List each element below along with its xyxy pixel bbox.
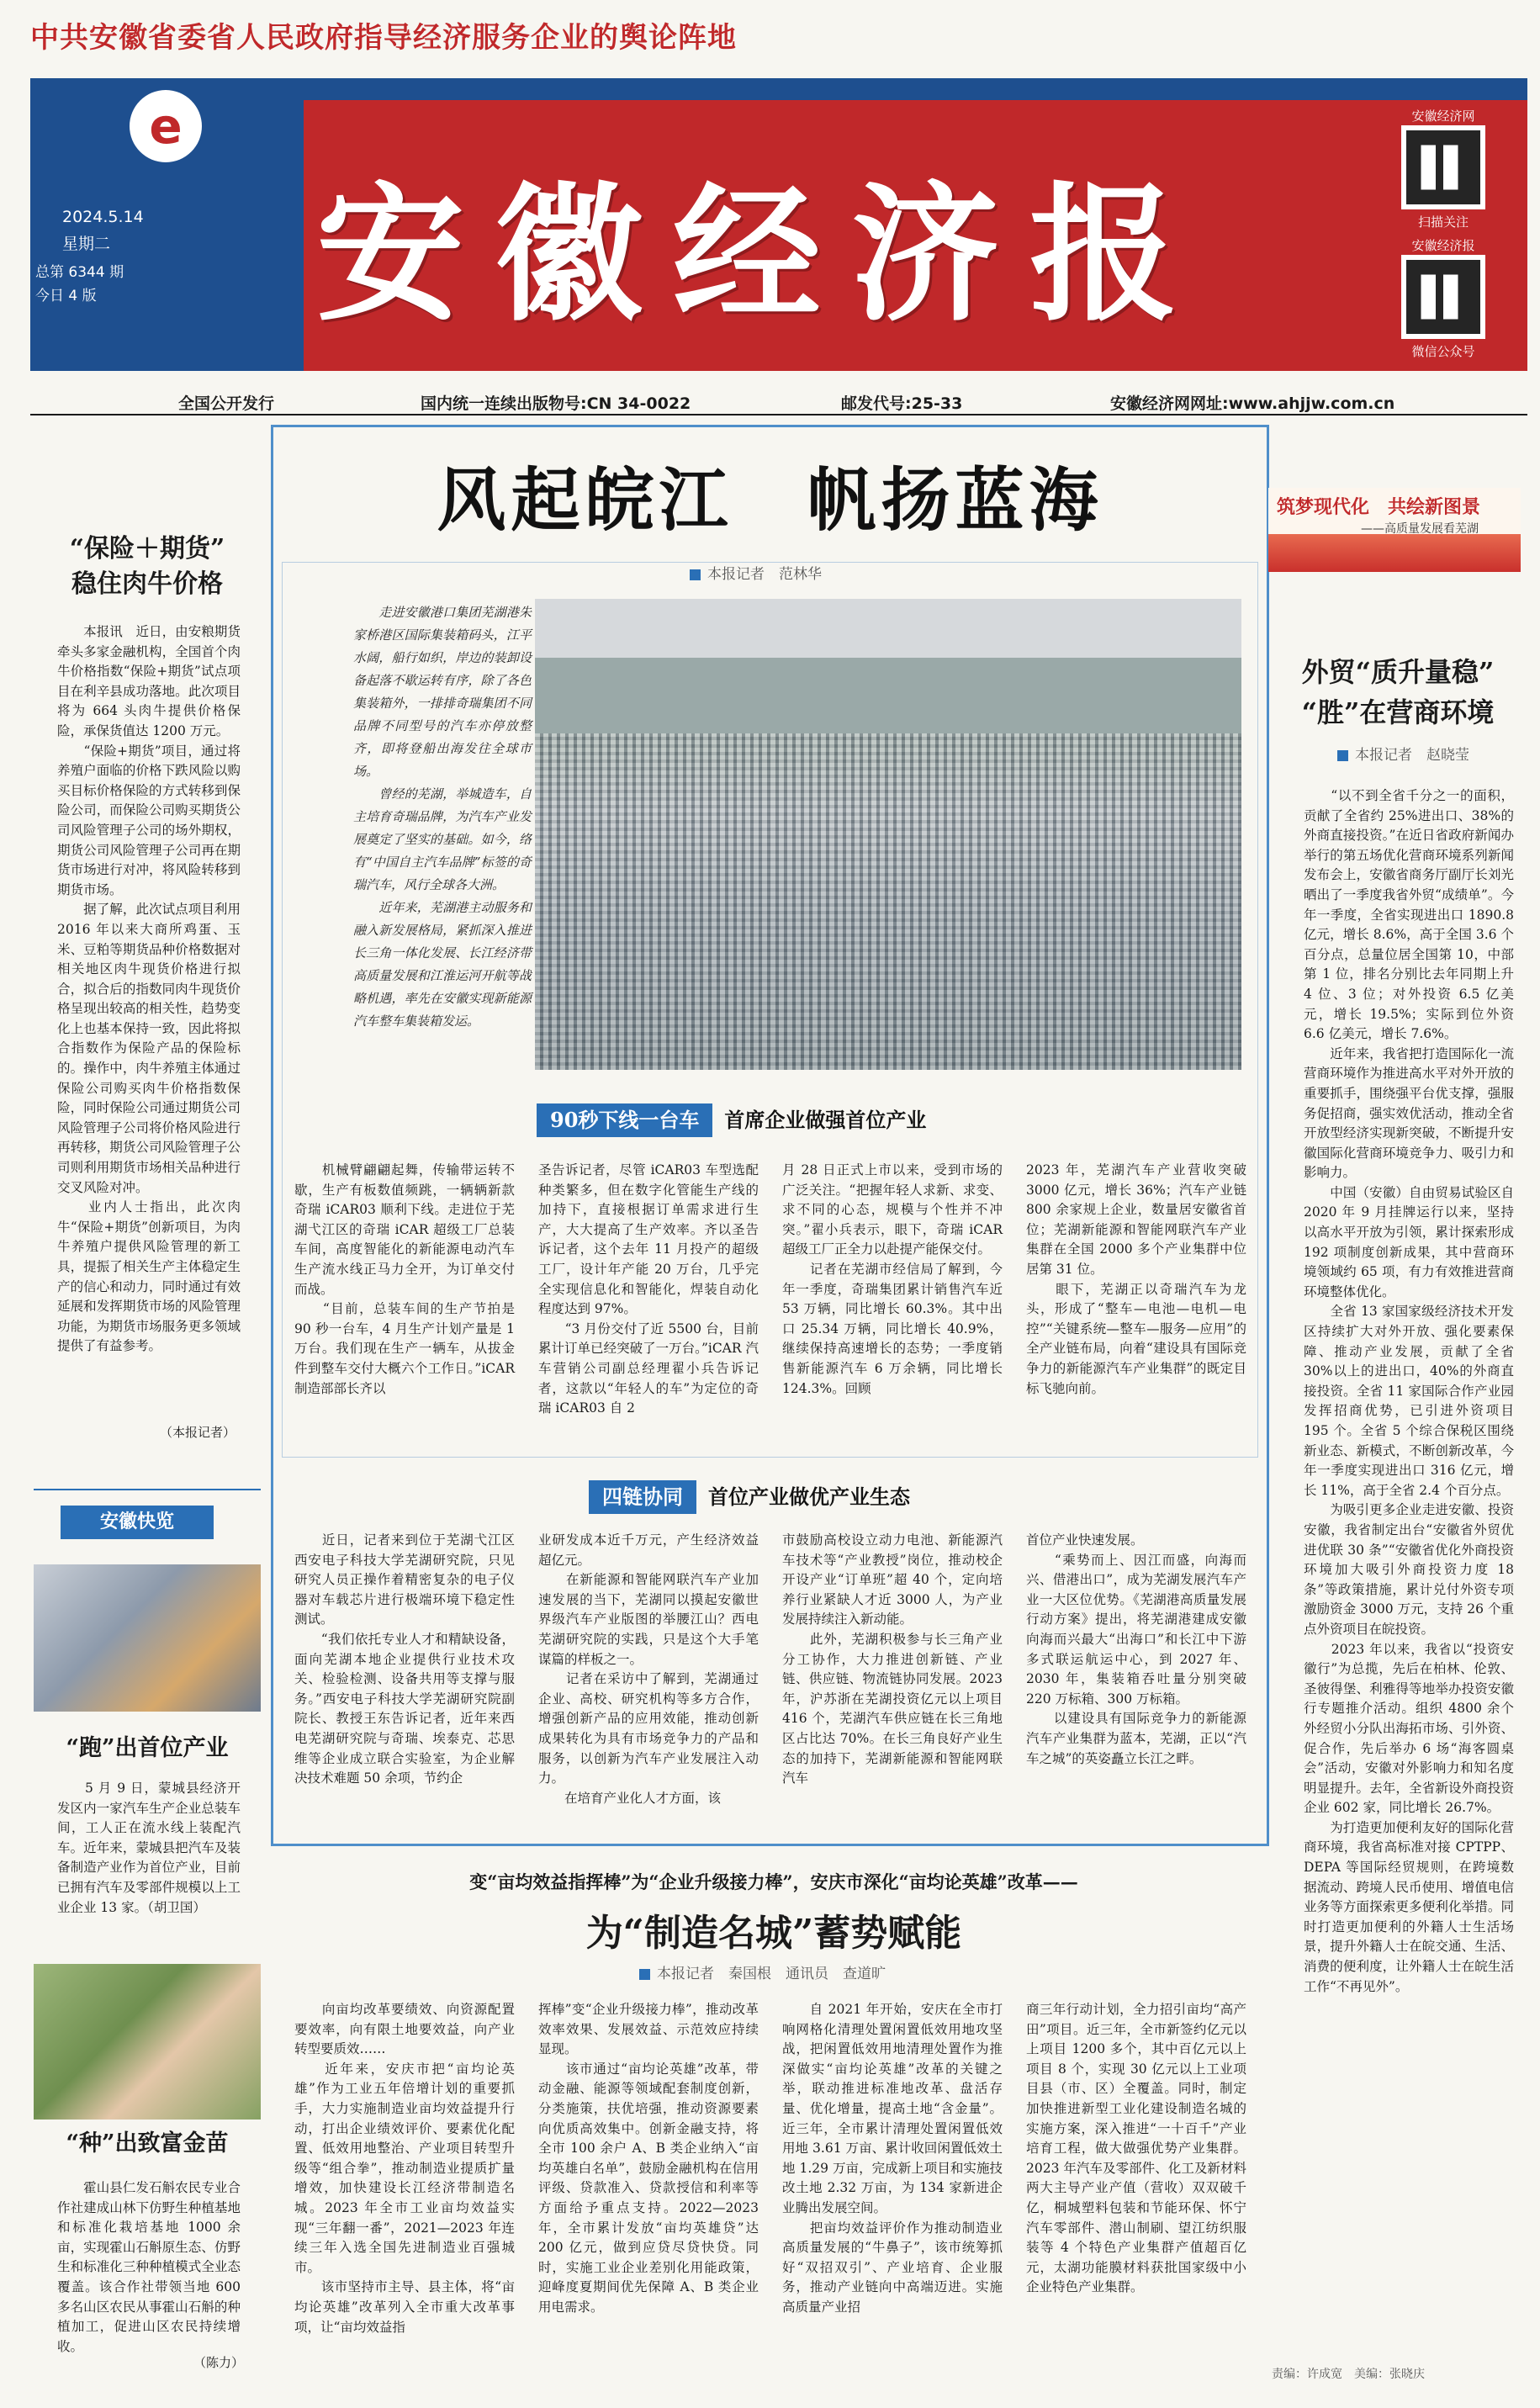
issue-pages: 今日 4 版 bbox=[35, 288, 97, 304]
series-banner-title: 筑梦现代化 共绘新图景 bbox=[1277, 496, 1481, 518]
second-col2: 挥棒”变“企业升级接力棒”，推动改革效率效果、发展效益、示范效应持续显现。 该市通过“亩均论英雄”改革，带动金融、能源等领域配套制度创新，分类施策，扶优培强，推动资源要素向优质高效集中。创新金融支持，将全市 100 余户 A、B 类企业纳入“亩均英雄白名单”，鼓励金融机构在信用评级、贷款准入、贷款授信和利率等方面给予重点支持。2022—2023 年，全市累计发放“亩均英雄贷”达 200 亿元，做到应贷尽贷快贷。同时，实施工业企业差别化用能政策，迎峰度夏期间优先保障 A、B 类企业用电需求。 bbox=[538, 2002, 759, 2315]
issue-number: 总第 6344 期 bbox=[35, 264, 124, 281]
second-col1: 向亩均改革要绩效、向资源配置要效率，向有限土地要效益，向产业转型要质效…… 近年来，安庆市把“亩均论英雄”作为工业五年倍增计划的重要抓手，大力实施制造业亩均效益提升行动，打出企业绩效评价、要素优化配置、低效用地整治、产业项目转型升级等“组合拳”，推动制造业提质扩量增效，加快建设长江经济带制造名城。2023 年全市工业亩均效益实现“三年翻一番”，2021—2023 年连续三年入选全国先进制造业百强城市。 该市坚持市主导、县主体，将“亩均论英雄”改革列入全市重大改革事项，让“亩均效益指 bbox=[294, 2002, 515, 2335]
second-article-headline: 为“制造名城”蓄势赋能 bbox=[585, 1912, 962, 1955]
qr1-caption: 扫描关注 bbox=[1417, 214, 1469, 230]
website-address[interactable]: 安徽经济网网址:www.ahjjw.com.cn bbox=[1110, 394, 1395, 413]
series-banner-subtitle: ——高质量发展看芜湖 bbox=[1361, 522, 1479, 536]
main-byline-text: 本报记者 范林华 bbox=[707, 566, 822, 583]
subhead-1-tag: 90秒下线一台车 bbox=[537, 1103, 712, 1137]
section1-col1: 机械臂翩翩起舞，传输带运转不歇，生产有板数值频跳，一辆辆新款奇瑞 iCAR03 顺利下线。走进位于芜湖弋江区的奇瑞 iCAR 超级工厂总装车间，高度智能化的新能源电动汽车生产流水线正马力全开，为订单交付而战。 “目前，总装车间的生产节拍是 90 秒一台车，4 月生产计划产量是 1 万台。我们现在生产一辆车，从拔金件到整车交付大概六个工作日。”iCAR 制造部部长齐以 bbox=[294, 1162, 515, 1396]
right-article-body: “以不到全省千分之一的面积，贡献了全省约 25%进出口、38%的外商直接投资。”在近日省政府新闻办举行的第五场优化营商环境系列新闻发布会上，安徽省商务厅副厅长刘光晒出了一季度我省外贸“成绩单”。今年一季度，全省实现进出口 1890.8 亿元，增长 8.6%，高于全国 3.6 个百分点，总量位居全国第 10，中部第 1 位，排名分别比去年同期上升 4 位、3 位；对外投资 6.5 亿美元，增长 19.5%；实际到位外资 6.6 亿美元，增长 7.6%。 近年来，我省把打造国际化一流营商环境作为推进高水平对外开放的重要抓手，围绕强平台优支撑，强服务促招商，强实效优活动，推动全省开放型经济实现新突破，不断提升安徽国际化营商环境竞争力、吸引力和影响力。 中国（安徽）自由贸易试验区自 2020 年 9 月挂牌运行以来，坚持以高水平开放为引领，累计探索形成 192 项制度创新成果，其中营商环境领域约 65 项，有力有效推进营商环境整体优化。 全省 13 家国家级经济技术开发区持续扩大对外开放、强化要素保障、推动产业发展，贡献了全省 30%以上的进出口，40%的外商直接投资。全省 11 家国际合作产业园发挥招商优势，已引进外资项目 195 个。全省 5 个综合保税区围绕新业态、新模式，不断创新改革，今年一季度实现进出口 316 亿元，增长 11%，高于全省 2.4 个百分点。 为吸引更多企业走进安徽、投资安徽，我省制定出台“安徽省外贸优进优联 30 条”“安徽省优化外商投资环境加大吸引外商投资力度 18 条”等政策措施，累计兑付外资专项激励资金 3000 万元，支持 26 个重点外资项目在皖投资。 2023 年以来，我省以“投资安徽行”为总揽，先后在柏林、伦敦、圣彼得堡、利雅得等地举办投资安徽行专题推介活动。组织 4800 余个外经贸小分队出海拓市场、引外资、促合作，先后举办 6 场“海客圆桌会”活动，安徽对外影响力和知名度明显提升。去年，全省新设外商投资企业 602 家，同比增长 26.7%。 为打造更加便利友好的国际化营商环境，我省高标准对接 CPTPP、DEPA 等国际经贸规则，在跨境数据流动、跨境人民币使用、增值电信业务等方面探索更多便利化举措。同时打造更加便利的外籍人士生活场景，提升外籍人士在皖交通、生活、消费的便利度，让外籍人士在皖生活工作“不再见外”。 bbox=[1304, 788, 1514, 1994]
main-headline: 风起皖江 帆扬蓝海 bbox=[437, 460, 1103, 541]
top-slogan: 中共安徽省委省人民政府指导经济服务企业的舆论阵地 bbox=[30, 21, 737, 55]
cn-number: 国内统一连续出版物号:CN 34-0022 bbox=[421, 394, 691, 413]
second-article-kicker: 变“亩均效益指挥棒”为“企业升级接力棒”，安庆市深化“亩均论英雄”改革—— bbox=[469, 1871, 1078, 1892]
infobar-rule bbox=[30, 414, 1527, 415]
publication-info-bar bbox=[0, 383, 1540, 415]
photo-sky bbox=[535, 599, 1241, 658]
section1-col3: 月 28 日正式上市以来，受到市场的广泛关注。“把握年轻人求新、求变、求不同的心态，规模与个性并不冲突。”翟小兵表示，眼下，奇瑞 iCAR 超级工厂正全力以赴提产能保交付。 记者在芜湖市经信局了解到，今年一季度，奇瑞集团累计销售汽车近 53 万辆，同比增长 60.3%。其中出口 25.34 万辆，同比增长 40.9%，继续保持高速增长的态势；一季度销售新能源汽车 6 万余辆，同比增长 124.3%。回顾 bbox=[782, 1162, 1003, 1396]
subhead-1-text: 首席企业做强首位产业 bbox=[724, 1108, 927, 1132]
section1-col4: 2023 年，芜湖汽车产业营收突破 3000 亿元，增长 36%；汽车产业链 800 余家规上企业，数量居安徽省首位；芜湖新能源和智能网联汽车产业集群在全国 2000 多个产业集群中位居第 31 位。 眼下，芜湖正以奇瑞汽车为龙头，形成了“整车—电池—电机—电控”“关键系统—整车—服务—应用”的全产业链布局，向着“建设具有国际竞争力的新能源汽车产业集群”的既定目标飞驰向前。 bbox=[1026, 1162, 1246, 1396]
brief2-photo bbox=[34, 1964, 261, 2120]
right-article-title: 外贸“质升量稳” “胜”在营商环境 bbox=[1301, 656, 1495, 728]
section2-col4: 首位产业快速发展。 “乘势而上、因江而盛，向海而兴、借港出口”，成为芜湖发展汽车产业一大区位优势。《芜湖港高质量发展行动方案》提出，将芜湖港建成安徽向海而兴最大“出海口”和长江中下游多式联运航运中心，到 2027 年、2030 年，集装箱吞吐量分别突破 220 万标箱、300 万标箱。 以建设具有国际竞争力的新能源汽车产业集群为蓝本，芜湖，正以“汽车之城”的英姿矗立长江之畔。 bbox=[1026, 1532, 1246, 1766]
brief1-photo bbox=[34, 1564, 261, 1712]
section-kuaibao: 安徽快览 bbox=[61, 1506, 214, 1539]
subhead-2 bbox=[589, 1480, 910, 1514]
second-col4: 商三年行动计划，全力招引亩均“高产田”项目。近三年，全市新签约亿元以上项目 1200 多个，其中百亿元以上项目 8 个，实现 30 亿元以上工业项目县（市、区）全覆盖。同时，制定加快推进新型工业化建设制造名城的实施方案，深入推进“一十百千”产业培育工程，做大做强优势产业集群。2023 年汽车及零部件、化工及新材料两大主导产业产值（营收）双双破千亿，桐城塑料包装和节能环保、怀宁汽车零部件、潜山制刷、望江纺织服装等 4 个特色产业集群产值超百亿元，太湖功能膜材料获批国家级中小企业特色产业集群。 bbox=[1026, 2002, 1246, 2295]
kuaibao-rule bbox=[34, 1489, 261, 1490]
qr-code-website[interactable] bbox=[1401, 125, 1485, 209]
byline-square-icon-3 bbox=[1337, 750, 1348, 761]
qr2-caption: 微信公众号 bbox=[1411, 344, 1475, 359]
second-byline-text: 本报记者 秦国根 通讯员 查道旷 bbox=[657, 1966, 886, 1982]
qr1-label: 安徽经济网 bbox=[1411, 108, 1475, 124]
left-article-body: 本报讯 近日，由安粮期货牵头多家金融机构，全国首个肉牛价格指数“保险+期货”试点项目在利辛县成功落地。此次项目将为 664 头肉牛提供价格保险，承保货值达 1200 万元。 “保险+期货”项目，通过将养殖户面临的价格下跌风险以购买目标价格保险的方式转移到保险公司，而保险公司购买期货公司风险管理子公司的场外期权，期货公司风险管理子公司再在期货市场进行对冲，将风险转移到期货市场。 据了解，此次试点项目利用 2016 年以来大商所鸡蛋、玉米、豆粕等期货品种价格数据对相关地区肉牛现货价格进行拟合，拟合后的指数同肉牛现货价格呈现出较高的相关性，趋势变化上也基本保持一致，因此将拟合指数作为保险产品的保险标的。操作中，肉牛养殖主体通过保险公司购买肉牛价格指数保险，同时保险公司通过期货公司风险管理子公司将价格风险进行再转移，期货公司风险管理子公司则利用期货市场相关品种进行交叉风险对冲。 业内人士指出，此次肉牛“保险+期货”创新项目，为肉牛养殖户提供风险管理的新工具，提振了相关生产主体稳定生产的信心和动力，同时通过有效延展和发挥期货市场的风险管理功能，为期货市场服务更多领域提供了有益参考。 bbox=[57, 624, 241, 1354]
port-aerial-photo bbox=[535, 599, 1241, 1070]
newspaper-title: 安徽经济报 bbox=[316, 167, 1209, 341]
qr-code-wechat[interactable] bbox=[1401, 255, 1485, 339]
brief2-title: “种”出致富金苗 bbox=[66, 2130, 229, 2157]
subhead-1 bbox=[537, 1103, 926, 1137]
section2-col3: 市鼓励高校设立动力电池、新能源汽车技术等“产业教授”岗位，推动校企开设产业“订单班”超 40 个，定向培养行业紧缺人才近 3000 人，为产业发展持续注入新动能。 此外，芜湖积极参与长三角产业分工协作，大力推进创新链、产业链、供应链、物流链协同发展。2023 年，沪苏浙在芜湖投资亿元以上项目 416 个，芜湖汽车供应链在长三角地区占比达 70%。在长三角良好产业生态的加持下，芜湖新能源和智能网联汽车 bbox=[782, 1532, 1003, 1786]
subhead-2-tag: 四链协同 bbox=[589, 1480, 696, 1514]
brief2-body: 霍山县仁发石斛农民专业合作社建成山林下仿野生种植基地和标准化栽培基地 1000 余亩，实现霍山石斛原生态、仿野生和标准化三种种植模式全业态覆盖。该合作社带领当地 600 多名山区农民从事霍山石斛的种植加工，促进山区农民持续增收。 bbox=[57, 2180, 245, 2354]
left-article-signoff: （本报记者） bbox=[160, 1425, 236, 1440]
editor-credits: 责编：许成宽 美编：张晓庆 bbox=[1272, 2368, 1425, 2381]
left-article-title: “保险＋期货” 稳住肉牛价格 bbox=[69, 534, 225, 599]
distribution-text: 全国公开发行 bbox=[178, 394, 275, 413]
brief1-body: 5 月 9 日，蒙城县经济开发区内一家汽车生产企业总装车间，工人正在流水线上装配汽车。近年来，蒙城县把汽车及装备制造产业作为首位产业，目前已拥有汽车及零部件规模以上工业企业 13 家。（胡卫国） bbox=[57, 1781, 241, 1915]
section1-col2: 圣告诉记者，尽管 iCAR03 车型选配种类繁多，但在数字化管能生产线的加持下，直接根据订单需求进行生产，大大提高了生产效率。齐以圣告诉记者，这个去年 11 月投产的超级工厂，设计年产能 20 万台，几乎完全实现信息化和智能化，焊装自动化程度达到 97%。 “3 月份交付了近 5500 台，目前累计订单已经突破了一万台。”iCAR 汽车营销公司副总经理翟小兵告诉记者，这款以“年轻人的车”为定位的奇瑞 iCAR03 自 2 bbox=[538, 1162, 759, 1416]
second-col3: 自 2021 年开始，安庆在全市打响网格化清理处置闲置低效用地攻坚战，把闲置低效用地清理处置作为推深做实“亩均论英雄”改革的关键之举，联动推进标准地改革、盘活存量、优化增量，提高土地“含金量”。近三年，全市累计清理处置闲置低效用地 3.61 万亩、累计收回闲置低效土地 1.29 万亩，完成新上项目和实施技改土地 2.32 万亩，为 134 家新进企业腾出发展空间。 把亩均效益评价作为推动制造业高质量发展的“牛鼻子”，该市统筹抓好“双招双引”、产业培育、企业服务，推动产业链向中高端迈进。实施高质量产业招 bbox=[782, 2002, 1003, 2315]
brief2-signoff: （陈力） bbox=[193, 2355, 245, 2370]
second-article-byline bbox=[639, 1961, 886, 1982]
subhead-2-text: 首位产业做优产业生态 bbox=[708, 1484, 910, 1509]
main-intro: 走进安徽港口集团芜湖港朱家桥港区国际集装箱码头，江平水阔，船行如织，岸边的装卸设备起落不歇运转有序，除了各色集装箱外，一排排奇瑞集团不同品牌不同型号的汽车亦停放整齐，即将登船出海发往全球市场。 曾经的芜湖，举城造车，自主培育奇瑞品牌，为汽车产业发展奠定了坚实的基础。如今，络有“中国自主汽车品牌”标签的奇瑞汽车，风行全球各大洲。 近年来，芜湖港主动服务和融入新发展格局，紧抓深入推进长三角一体化发展、长江经济带高质量发展和江淮运河开航等战略机遇，率先在安徽实现新能源汽车整车集装箱发运。 bbox=[353, 605, 532, 1029]
issue-date: 2024.5.14 bbox=[62, 208, 144, 226]
section2-col1: 近日，记者来到位于芜湖弋江区西安电子科技大学芜湖研究院，只见研究人员正操作着精密复杂的电子仪器对车载芯片进行极端环境下稳定性测试。 “我们依托专业人才和精缺设备，面向芜湖本地企业提供行业技术攻关、检验检测、设备共用等支撑与服务。”西安电子科技大学芜湖研究院副院长、教授王东告诉记者，近年来西电芜湖研究院与奇瑞、埃泰克、芯思维等企业成立联合实验室，为企业解决技术难题 50 余项，节约企 bbox=[294, 1532, 515, 1786]
byline-square-icon bbox=[690, 569, 701, 580]
right-byline-text: 本报记者 赵晓莹 bbox=[1355, 747, 1469, 764]
series-banner bbox=[1268, 488, 1521, 572]
main-byline bbox=[690, 562, 822, 583]
right-article-byline bbox=[1337, 743, 1469, 764]
issue-weekday: 星期二 bbox=[62, 235, 111, 253]
masthead-logo: e bbox=[130, 90, 202, 162]
postal-code: 邮发代号:25-33 bbox=[841, 394, 963, 413]
photo-car-lot bbox=[535, 733, 1241, 1070]
photo-river bbox=[535, 658, 1241, 733]
byline-square-icon-2 bbox=[639, 1969, 650, 1980]
brief1-title: “跑”出首位产业 bbox=[66, 1735, 229, 1761]
qr2-label: 安徽经济报 bbox=[1411, 238, 1475, 253]
section2-col2: 业研发成本近千万元，产生经济效益超亿元。 在新能源和智能网联汽车产业加速发展的当下，芜湖同以摸起安徽世界级汽车产业版图的举腰江山？西电芜湖研究院的实践，只是这个大手笔谋篇的样板之一。 记者在采访中了解到，芜湖通过企业、高校、研究机构等多方合作，增强创新产品的应用效能，推动创新成果转化为具有市场竞争力的产品和服务，以创新为汽车产业发展注入动力。 在培育产业化人才方面，该 bbox=[538, 1532, 759, 1806]
masthead bbox=[30, 78, 1527, 371]
